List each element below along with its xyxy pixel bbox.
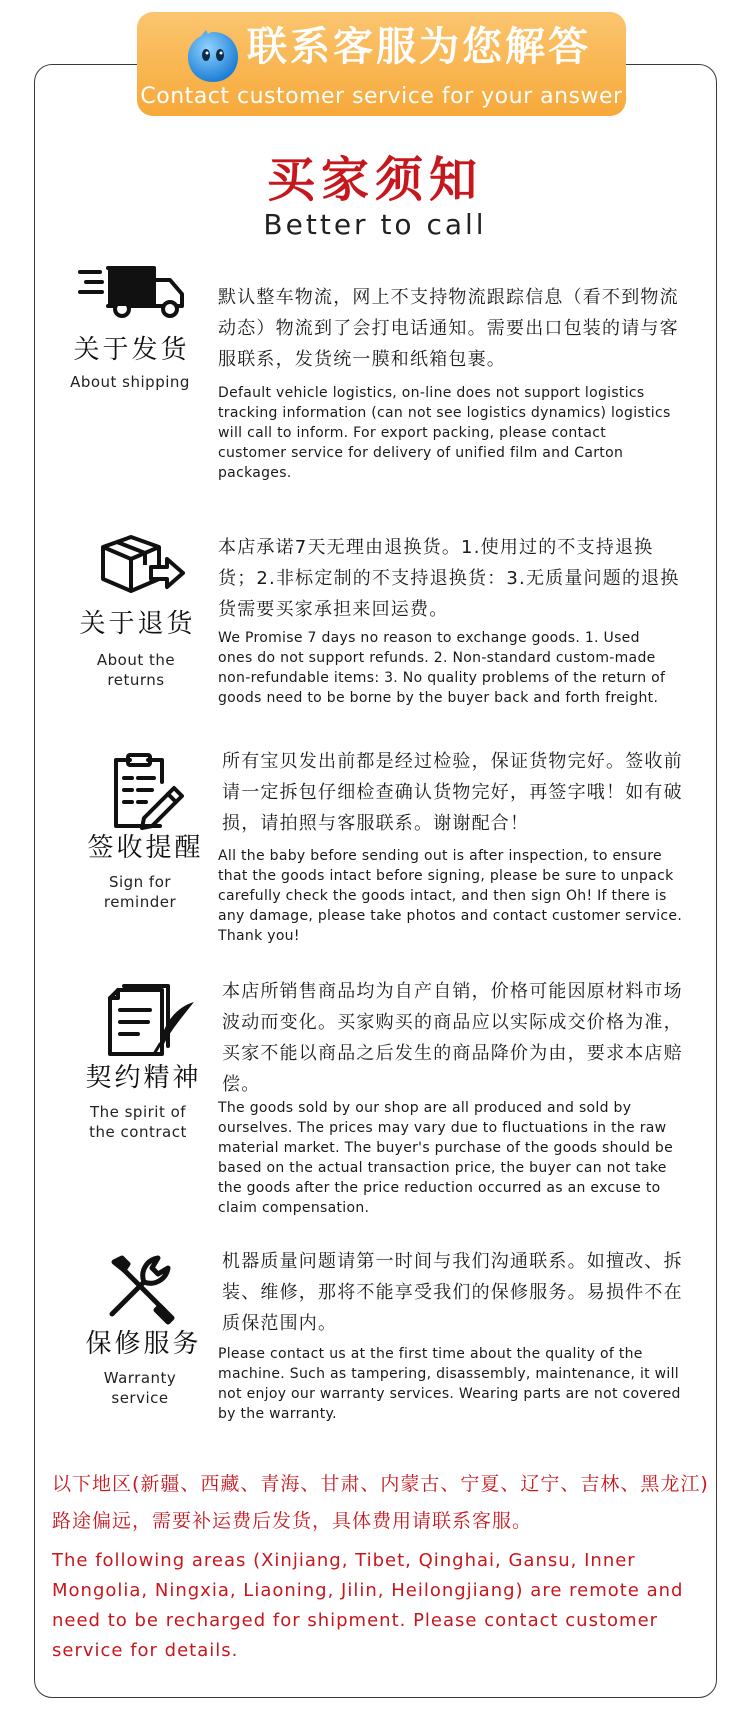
section-body-en: All the baby before sending out is after inspection, to ensure that the goods intact before signing, please be sure to unpack carefully check the goods intact, and then sign Oh! If there is any damage, please take photos and contact customer service. Thank you! <box>218 848 683 944</box>
remote-areas-notice-en: The following areas (Xinjiang, Tibet, Qinghai, Gansu, Inner Mongolia, Ningxia, Liaoning, Jilin, Heilongjiang) are remote and need to be recharged for shipment. Please contact customer service for details. <box>52 1550 684 1661</box>
banner-title: 联系客服为您解答 <box>247 24 591 70</box>
section-title-zh: 契约精神 <box>85 1063 202 1093</box>
section-title-en: Warranty service <box>103 1369 177 1407</box>
section-body-zh: 所有宝贝发出前都是经过检验，保证货物完好。签收前请一定拆包仔细检查确认货物完好，再签字哦！如有破损，请拍照与客服联系。谢谢配合！ <box>222 751 683 834</box>
section-title-en: The spirit of the contract <box>89 1103 187 1141</box>
section-title-en: About shipping <box>70 373 190 391</box>
return-box-icon <box>97 533 187 597</box>
notice-title: 买家须知 <box>266 152 483 208</box>
chat-mascot-icon <box>184 28 242 86</box>
section-body-en: We Promise 7 days no reason to exchange goods. 1. Used ones do not support refunds. 2. Non-standard custom-made non-refundable items: 3. No quality problems of the return of goods need to be borne by the buyer back and forth freight. <box>218 630 666 706</box>
clipboard-pen-icon <box>108 752 186 832</box>
section-body-zh: 默认整车物流，网上不支持物流跟踪信息（看不到物流动态）物流到了会打电话通知。需要出口包装的请与客服联系，发货统一膜和纸箱包裹。 <box>218 287 679 370</box>
section-body-en: Please contact us at the first time about the quality of the machine. Such as tampering, disassembly, maintenance, it will not enjoy our warranty services. Wearing parts are not covered by the warranty. <box>218 1346 681 1422</box>
section-title-en: Sign for reminder <box>103 873 177 911</box>
section-title-zh: 保修服务 <box>85 1329 202 1359</box>
contact-banner[interactable] <box>137 12 626 116</box>
section-title-zh: 关于发货 <box>73 335 190 365</box>
contract-quill-icon <box>104 984 200 1060</box>
section-body-zh: 本店承诺7天无理由退换货。1.使用过的不支持退换货；2.非标定制的不支持退换货：3.无质量问题的退换货需要买家承担来回运费。 <box>218 537 680 620</box>
section-title-zh: 签收提醒 <box>87 833 204 863</box>
section-title-en: About the returns <box>96 651 176 689</box>
section-body-en: The goods sold by our shop are all produced and sold by ourselves. The prices may vary due to fluctuations in the raw material market. The buyer's purchase of the goods should be based on the actual transaction price, the buyer can not take the goods after the price reduction occurred as an excuse to claim compensation. <box>218 1100 674 1216</box>
notice-subtitle: Better to call <box>263 208 487 241</box>
banner-subtitle: Contact customer service for your answer <box>140 84 623 109</box>
section-body-zh: 本店所销售商品均为自产自销，价格可能因原材料市场波动而变化。买家购买的商品应以实际成交价格为准，买家不能以商品之后发生的商品降价为由，要求本店赔偿。 <box>222 981 683 1095</box>
section-body-zh: 机器质量问题请第一时间与我们沟通联系。如擅改、拆装、维修，那将不能享受我们的保修服务。易损件不在质保范围内。 <box>222 1251 683 1334</box>
wrench-screwdriver-icon <box>104 1252 180 1326</box>
truck-icon <box>78 262 188 320</box>
section-title-zh: 关于退货 <box>79 609 196 639</box>
section-body-en: Default vehicle logistics, on-line does not support logistics tracking information (can not see logistics dynamics) logistics will call to inform. For export packing, please contact customer service for delivery of unified film and Carton packages. <box>218 385 671 481</box>
remote-areas-notice-zh: 以下地区(新疆、西藏、青海、甘肃、内蒙古、宁夏、辽宁、吉林、黑龙江)路途偏远，需要补运费后发货，具体费用请联系客服。 <box>52 1473 709 1532</box>
